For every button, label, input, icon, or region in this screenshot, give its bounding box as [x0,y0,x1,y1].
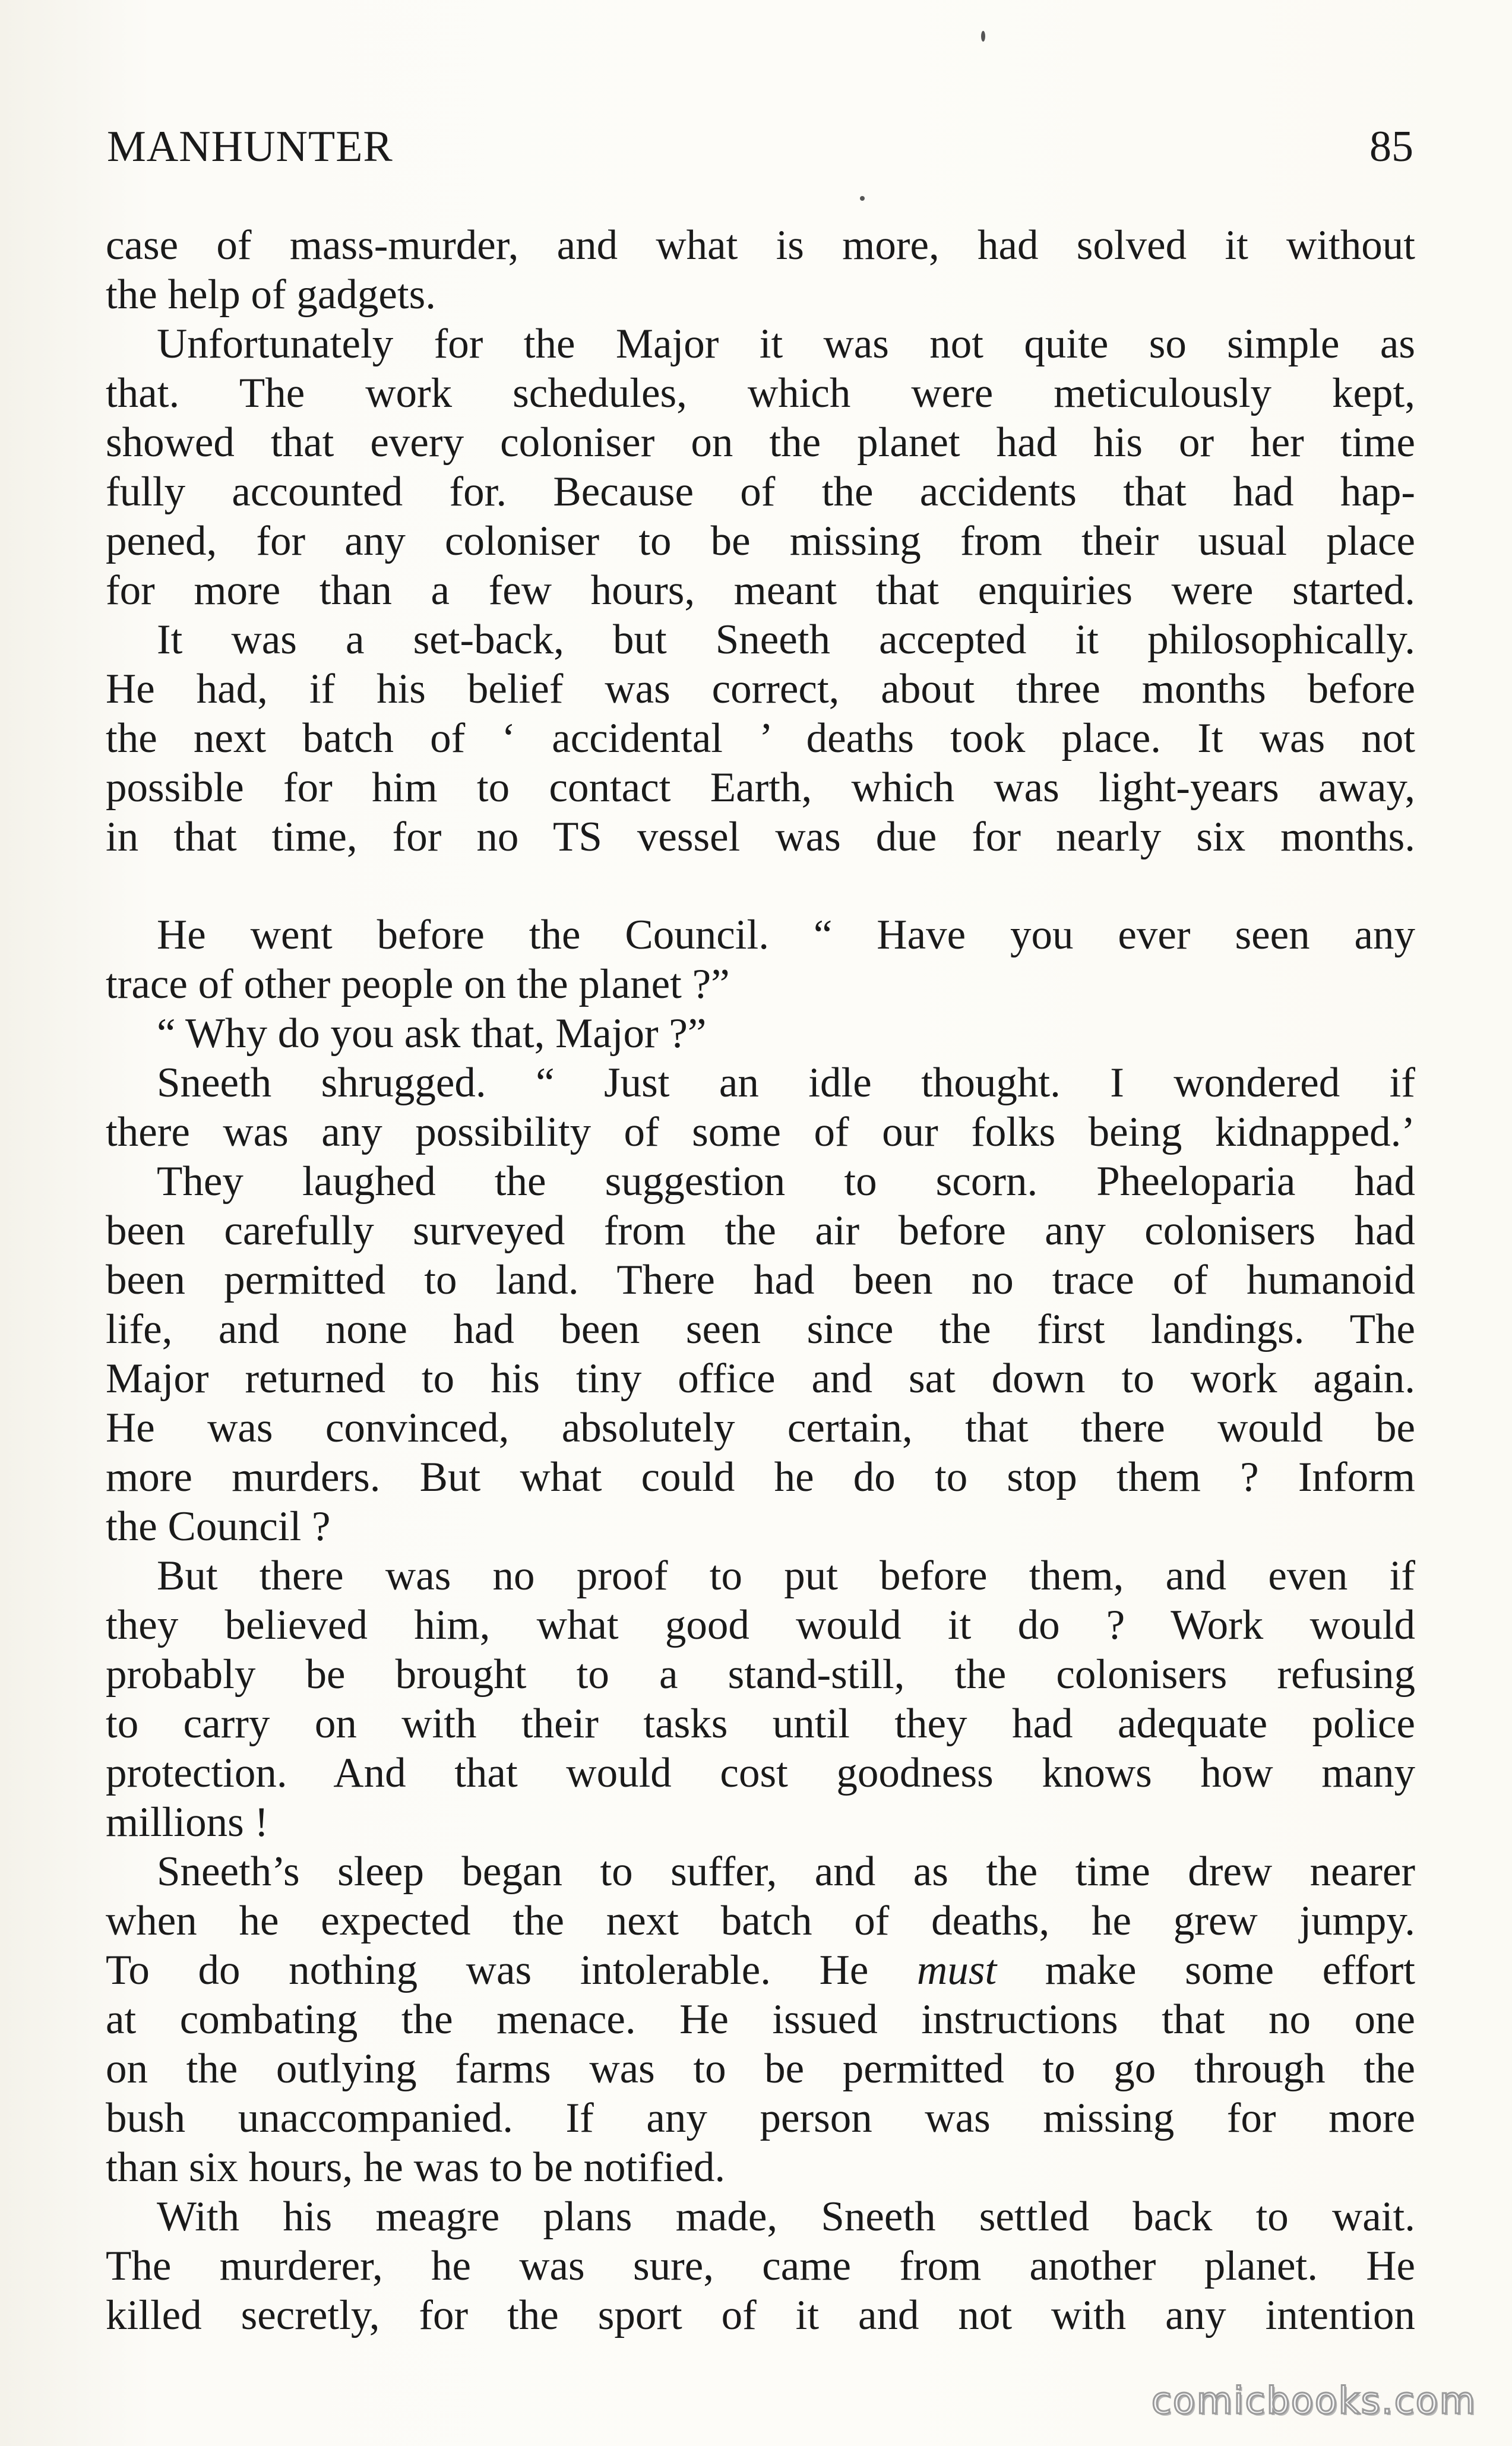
text-line: With his meagre plans made, Sneeth settled back to wait. [157,2194,1415,2240]
text-line: It was a set-back, but Sneeth accepted it philosophically. [157,617,1415,663]
text-line: They laughed the suggestion to scorn. Pheeloparia had [157,1158,1415,1205]
text-line: He was convinced, absolutely certain, that there would be [106,1405,1415,1451]
text-line: for more than a few hours, meant that enquiries were started. [106,567,1415,614]
text-line: protection. And that would cost goodness knows how many [106,1750,1415,1796]
text-line: Major returned to his tiny office and sat down to work again. [106,1355,1415,1402]
text-line: the Council ? [106,1503,331,1550]
italic-emphasis: must [917,1947,997,1993]
print-speck [860,196,865,201]
text-line [106,1946,1415,1995]
text-line: “ Why do you ask that, Major ?” [157,1010,707,1057]
text-line: more murders. But what could he do to stop them ? Inform [106,1454,1415,1500]
text-line: possible for him to contact Earth, which was light-years away, [106,764,1415,811]
text-line: bush unaccompanied. If any person was missing for more [106,2095,1415,2141]
page-number: 85 [1369,122,1413,171]
text-line: Sneeth’s sleep began to suffer, and as the time drew nearer [157,1848,1415,1895]
text-line: in that time, for no TS vessel was due for nearly six months. [106,814,1415,860]
text-line: the help of gadgets. [106,271,436,318]
text-line: The murderer, he was sure, came from another planet. He [106,2243,1415,2289]
text-line: probably be brought to a stand-still, the colonisers refusing [106,1651,1415,1698]
text-line: on the outlying farms was to be permitted to go through the [106,2046,1415,2092]
text-line: But there was no proof to put before them, and even if [157,1553,1415,1599]
text-line: fully accounted for. Because of the accidents that had hap- [106,469,1415,515]
text-line: when he expected the next batch of deaths, he grew jumpy. [106,1898,1415,1944]
text-line: pened, for any coloniser to be missing from their usual place [106,518,1415,564]
text-line: showed that every coloniser on the planet had his or her time [106,419,1415,466]
page-header [107,122,1413,175]
text-line: at combating the menace. He issued instructions that no one [106,1996,1415,2043]
text-line: to carry on with their tasks until they had adequate police [106,1701,1415,1747]
text-line: killed secretly, for the sport of it and not with any intention [106,2292,1415,2338]
text-line: Unfortunately for the Major it was not quite so simple as [157,321,1415,367]
text-run: make some effort [1045,1947,1416,1993]
text-line: He had, if his belief was correct, about three months before [106,666,1415,712]
text-line: they believed him, what good would it do ? Work would [106,1602,1415,1648]
section-break [106,862,1415,911]
text-line: trace of other people on the planet ?” [106,961,730,1007]
text-line: been permitted to land. There had been no trace of humanoid [106,1257,1415,1303]
text-line: been carefully surveyed from the air before any colonisers had [106,1208,1415,1254]
text-line: He went before the Council. “ Have you ever seen any [157,912,1415,958]
body-text [106,221,1415,2340]
text-line: millions ! [106,1799,269,1845]
text-line: life, and none had been seen since the first landings. The [106,1306,1415,1352]
print-speck [981,31,985,42]
text-line: there was any possibility of some of our folks being kidnapped.’ [106,1109,1415,1155]
text-line: the next batch of ‘ accidental ’ deaths took place. It was not [106,715,1415,761]
text-line: than six hours, he was to be notified. [106,2144,726,2191]
text-run: To do nothing was intolerable. He [106,1947,869,1993]
text-line: that. The work schedules, which were meticulously kept, [106,370,1415,416]
watermark: comicbooks.com [1151,2379,1476,2422]
running-head: MANHUNTER [107,122,393,171]
text-line: Sneeth shrugged. “ Just an idle thought. I wondered if [157,1060,1415,1106]
text-line: case of mass-murder, and what is more, had solved it without [106,222,1415,268]
